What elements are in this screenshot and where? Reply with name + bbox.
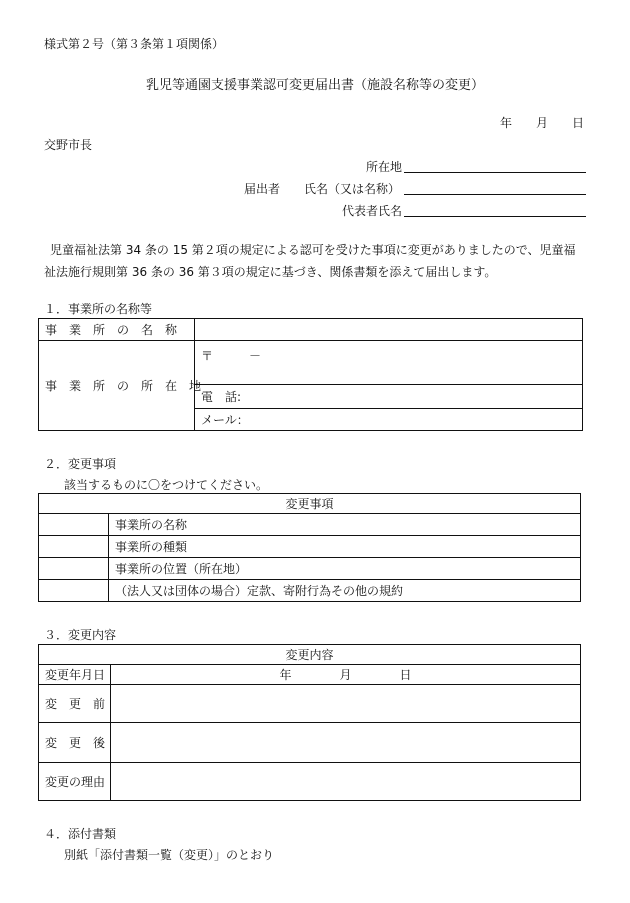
- section1-heading: １．事業所の名称等: [44, 302, 153, 316]
- email-field[interactable]: [195, 409, 583, 431]
- attachments-text: 別紙「添付書類一覧（変更）」のとおり: [64, 848, 275, 862]
- mark-cell[interactable]: [39, 580, 109, 602]
- postal-field[interactable]: [195, 341, 583, 385]
- phone-field[interactable]: [195, 385, 583, 409]
- document-title: 乳児等通園支援事業認可変更届出書（施設名称等の変更）: [145, 78, 484, 93]
- date-line: 年 月 日: [500, 116, 585, 130]
- address-label: 所在地: [366, 160, 403, 174]
- name-label: 氏名（又は名称）: [304, 182, 401, 196]
- section3-heading: ３．変更内容: [44, 628, 117, 642]
- change-date-label: 変更年月日: [39, 665, 111, 685]
- before-field[interactable]: [111, 685, 581, 723]
- change-items-header: 変更事項: [39, 494, 581, 514]
- postal-mark: 〒 －: [201, 349, 262, 363]
- section4-heading: ４．添付書類: [44, 827, 117, 841]
- change-content-header: 変更内容: [39, 645, 581, 665]
- change-date-value: 年 月 日: [279, 668, 412, 682]
- body-line-1: 児童福祉法第 34 条の 15 第２項の規定による認可を受けた事項に変更がありましたので、児童福: [38, 243, 576, 257]
- facility-location-label: 事 業 所 の 所 在 地: [39, 341, 195, 431]
- name-line[interactable]: [404, 194, 586, 195]
- addressee: 交野市長: [44, 138, 93, 152]
- phone-label: 電 話:: [201, 390, 242, 404]
- section2-heading: ２．変更事項: [44, 457, 117, 471]
- before-label: 変 更 前: [39, 685, 111, 723]
- change-item: 事業所の位置（所在地）: [109, 558, 581, 580]
- facility-name-field[interactable]: [195, 319, 583, 341]
- mark-cell[interactable]: [39, 558, 109, 580]
- change-items-table: [38, 493, 581, 602]
- facility-table: [38, 318, 583, 431]
- change-item: 事業所の種類: [109, 536, 581, 558]
- rep-label: 代表者氏名: [342, 204, 403, 218]
- facility-name-label: 事 業 所 の 名 称: [39, 319, 195, 341]
- change-date-field[interactable]: [111, 665, 581, 685]
- mark-cell[interactable]: [39, 514, 109, 536]
- body-line-2: 祉法施行規則第 36 条の 36 第３項の規定に基づき、関係書類を添えて届出します。: [44, 265, 497, 279]
- reason-field[interactable]: [111, 763, 581, 801]
- form-number: 様式第２号（第３条第１項関係）: [44, 37, 225, 51]
- section2-instruction: 該当するものに〇をつけてください。: [64, 478, 269, 492]
- rep-line[interactable]: [404, 216, 586, 217]
- submitter-label: 届出者: [244, 182, 281, 196]
- reason-label: 変更の理由: [39, 763, 111, 801]
- change-item: 事業所の名称: [109, 514, 581, 536]
- after-label: 変 更 後: [39, 723, 111, 763]
- after-field[interactable]: [111, 723, 581, 763]
- change-content-table: [38, 644, 581, 801]
- change-item: （法人又は団体の場合）定款、寄附行為その他の規約: [109, 580, 581, 602]
- email-label: メール：: [201, 413, 249, 427]
- mark-cell[interactable]: [39, 536, 109, 558]
- address-line[interactable]: [404, 172, 586, 173]
